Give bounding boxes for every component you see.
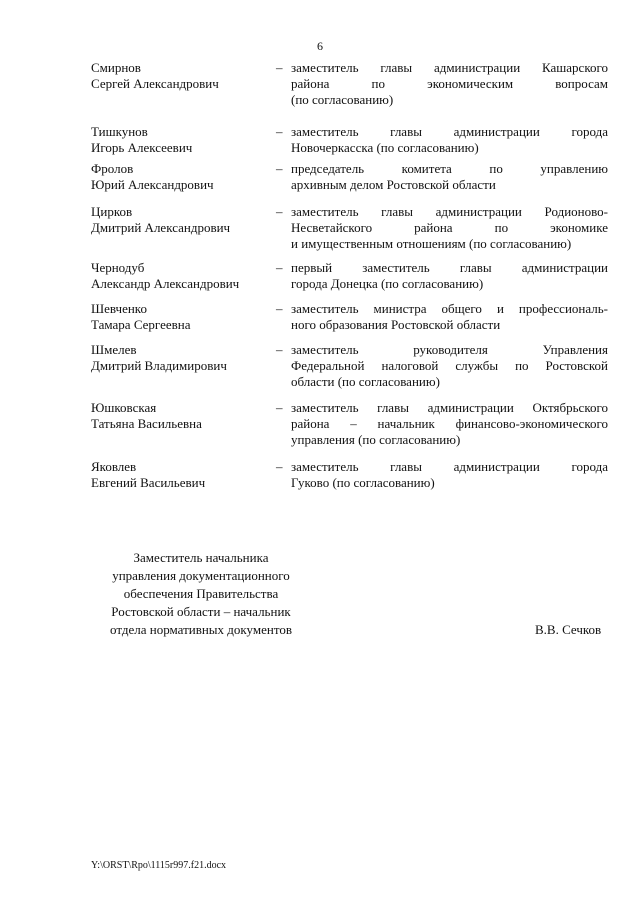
member-surname: Юшковская [91, 400, 157, 415]
duty-line: Несветайского района по экономике [291, 220, 608, 235]
member-duty [291, 260, 608, 292]
member-given-names: Татьяна Васильевна [91, 416, 202, 431]
duty-line: первый заместитель главы администрации [291, 260, 608, 275]
duty-line: заместитель министра общего и профессиональ- [291, 301, 608, 316]
member-name [91, 260, 271, 292]
member-surname: Чернодуб [91, 260, 145, 275]
duty-line: заместитель главы администрации Октябрьского [291, 400, 608, 415]
member-given-names: Евгений Васильевич [91, 475, 206, 490]
member-name [91, 204, 271, 236]
signature-title [91, 549, 311, 639]
duty-line: Новочеркасска (по согласованию) [291, 140, 479, 155]
member-duty [291, 342, 608, 390]
member-given-names: Дмитрий Александрович [91, 220, 231, 235]
member-surname: Цирков [91, 204, 133, 219]
duty-line: ного образования Ростовской области [291, 317, 501, 332]
dash-separator: – [276, 204, 283, 219]
page-number: 6 [317, 39, 323, 53]
member-duty [291, 161, 608, 193]
member-given-names: Юрий Александрович [91, 177, 214, 192]
signature-title-line: Ростовской области – начальник [111, 604, 291, 619]
member-name [91, 342, 271, 374]
member-duty [291, 204, 608, 252]
dash-separator: – [276, 400, 283, 415]
duty-line: района по экономическим вопросам [291, 76, 608, 91]
file-path: Y:\ORST\Rpo\1115r997.f21.docx [91, 860, 227, 871]
duty-line: области (по согласованию) [291, 374, 440, 389]
duty-line: Гуково (по согласованию) [291, 475, 435, 490]
member-surname: Смирнов [91, 60, 141, 75]
dash-separator: – [276, 342, 283, 357]
duty-line: Федеральной налоговой службы по Ростовской [291, 358, 608, 373]
signature-title-line: Заместитель начальника [133, 550, 269, 565]
member-name [91, 60, 271, 92]
duty-line: заместитель руководителя Управления [291, 342, 608, 357]
member-name [91, 459, 271, 491]
duty-line: города Донецка (по согласованию) [291, 276, 484, 291]
dash-separator: – [276, 459, 283, 474]
member-surname: Яковлев [91, 459, 137, 474]
dash-separator: – [276, 124, 283, 139]
signature-title-line: отдела нормативных документов [110, 622, 292, 637]
member-duty [291, 60, 608, 108]
member-name [91, 301, 271, 333]
member-duty [291, 301, 608, 333]
duty-line: заместитель главы администрации Кашарского [291, 60, 608, 75]
dash-separator: – [276, 161, 283, 176]
duty-line: района – начальник финансово-экономического [291, 416, 608, 431]
dash-separator: – [276, 60, 283, 75]
duty-line: заместитель главы администрации Родионово- [291, 204, 608, 219]
dash-separator: – [276, 301, 283, 316]
member-surname: Шмелев [91, 342, 137, 357]
member-given-names: Сергей Александрович [91, 76, 219, 91]
member-duty [291, 124, 608, 156]
handwritten-signature [368, 576, 440, 648]
duty-line: управления (по согласованию) [291, 432, 461, 447]
member-given-names: Дмитрий Владимирович [91, 358, 227, 373]
duty-line: председатель комитета по управлению [291, 161, 608, 176]
member-surname: Фролов [91, 161, 134, 176]
dash-separator: – [276, 260, 283, 275]
signatory-name: В.В. Сечков [535, 622, 602, 637]
duty-line: архивным делом Ростовской области [291, 177, 496, 192]
duty-line: заместитель главы администрации города [291, 124, 608, 139]
duty-line: (по согласованию) [291, 92, 394, 107]
member-name [91, 124, 271, 156]
member-given-names: Тамара Сергеевна [91, 317, 191, 332]
member-surname: Шевченко [91, 301, 147, 316]
member-duty [291, 459, 608, 491]
member-surname: Тишкунов [91, 124, 148, 139]
signature-title-line: обеспечения Правительства [123, 586, 279, 601]
duty-line: и имущественным отношениям (по согласованию) [291, 236, 572, 251]
signature-title-line: управления документационного [112, 568, 290, 583]
member-given-names: Александр Александрович [91, 276, 240, 291]
member-duty [291, 400, 608, 448]
duty-line: заместитель главы администрации города [291, 459, 608, 474]
member-name [91, 400, 271, 432]
member-given-names: Игорь Алексеевич [91, 140, 193, 155]
member-name [91, 161, 271, 193]
